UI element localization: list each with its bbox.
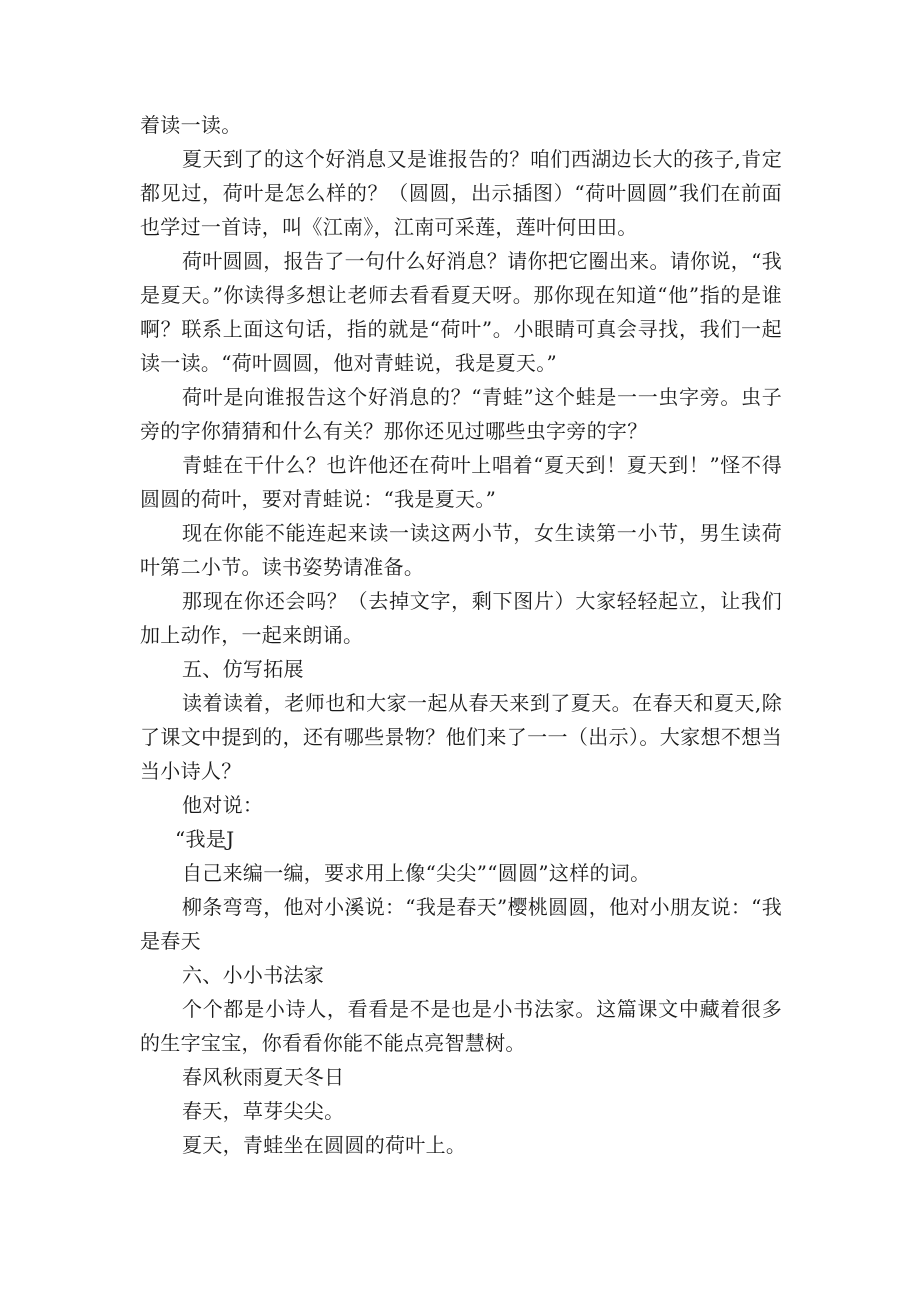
paragraph: 春天，草芽尖尖。	[182, 1099, 345, 1123]
paragraph: 荷叶是向谁报告这个好消息的？“青蛙”这个蛙是一一虫字旁。虫子旁的字你猜猜和什么有关？那你还见过哪些虫字旁的字？	[140, 385, 782, 443]
paragraph: 青蛙在干什么？也许他还在荷叶上唱着“夏天到！夏天到！”怪不得圆圆的荷叶，要对青蛙说：“我是夏天。”	[140, 453, 782, 511]
paragraph: 个个都是小诗人，看看是不是也是小书法家。这篇课文中藏着很多的生字宝宝，你看看你能不能点亮智慧树。	[140, 997, 782, 1055]
paragraph: 着读一读。	[140, 113, 242, 137]
paragraph: 现在你能不能连起来读一读这两小节，女生读第一小节，男生读荷叶第二小节。读书姿势请准备。	[140, 521, 782, 579]
paragraph: “我是J	[175, 827, 235, 851]
paragraph: 荷叶圆圆，报告了一句什么好消息？请你把它圈出来。请你说，“我是夏天。”你读得多想让老师去看看夏天呀。那你现在知道“他”指的是谁啊？联系上面这句话，指的就是“荷叶”。小眼睛可真会寻找，我们一起读一读。“荷叶圆圆，他对青蛙说，我是夏天。”	[140, 249, 782, 375]
paragraph: 夏天，青蛙坐在圆圆的荷叶上。	[182, 1133, 467, 1157]
section-heading: 六、小小书法家	[182, 963, 325, 987]
paragraph: 那现在你还会吗？（去掉文字，剩下图片）大家轻轻起立，让我们加上动作，一起来朗诵。	[140, 589, 782, 647]
paragraph: 他对说：	[182, 793, 264, 817]
paragraph: 春风秋雨夏天冬日	[182, 1065, 345, 1089]
paragraph: 夏天到了的这个好消息又是谁报告的？咱们西湖边长大的孩子,肯定都见过，荷叶是怎么样的？（圆圆，出示插图）“荷叶圆圆”我们在前面也学过一首诗，叫《江南》，江南可采莲，莲叶何田田。	[140, 147, 782, 239]
paragraph: 读着读着，老师也和大家一起从春天来到了夏天。在春天和夏天,除了课文中提到的，还有哪些景物？他们来了一一（出示）。大家想不想当当小诗人？	[140, 691, 782, 783]
section-heading: 五、仿写拓展	[182, 657, 304, 681]
paragraph: 自己来编一编，要求用上像“尖尖”“圆圆”这样的词。	[182, 861, 651, 885]
paragraph: 柳条弯弯，他对小溪说：“我是春天”樱桃圆圆，他对小朋友说：“我是春天	[140, 895, 782, 953]
